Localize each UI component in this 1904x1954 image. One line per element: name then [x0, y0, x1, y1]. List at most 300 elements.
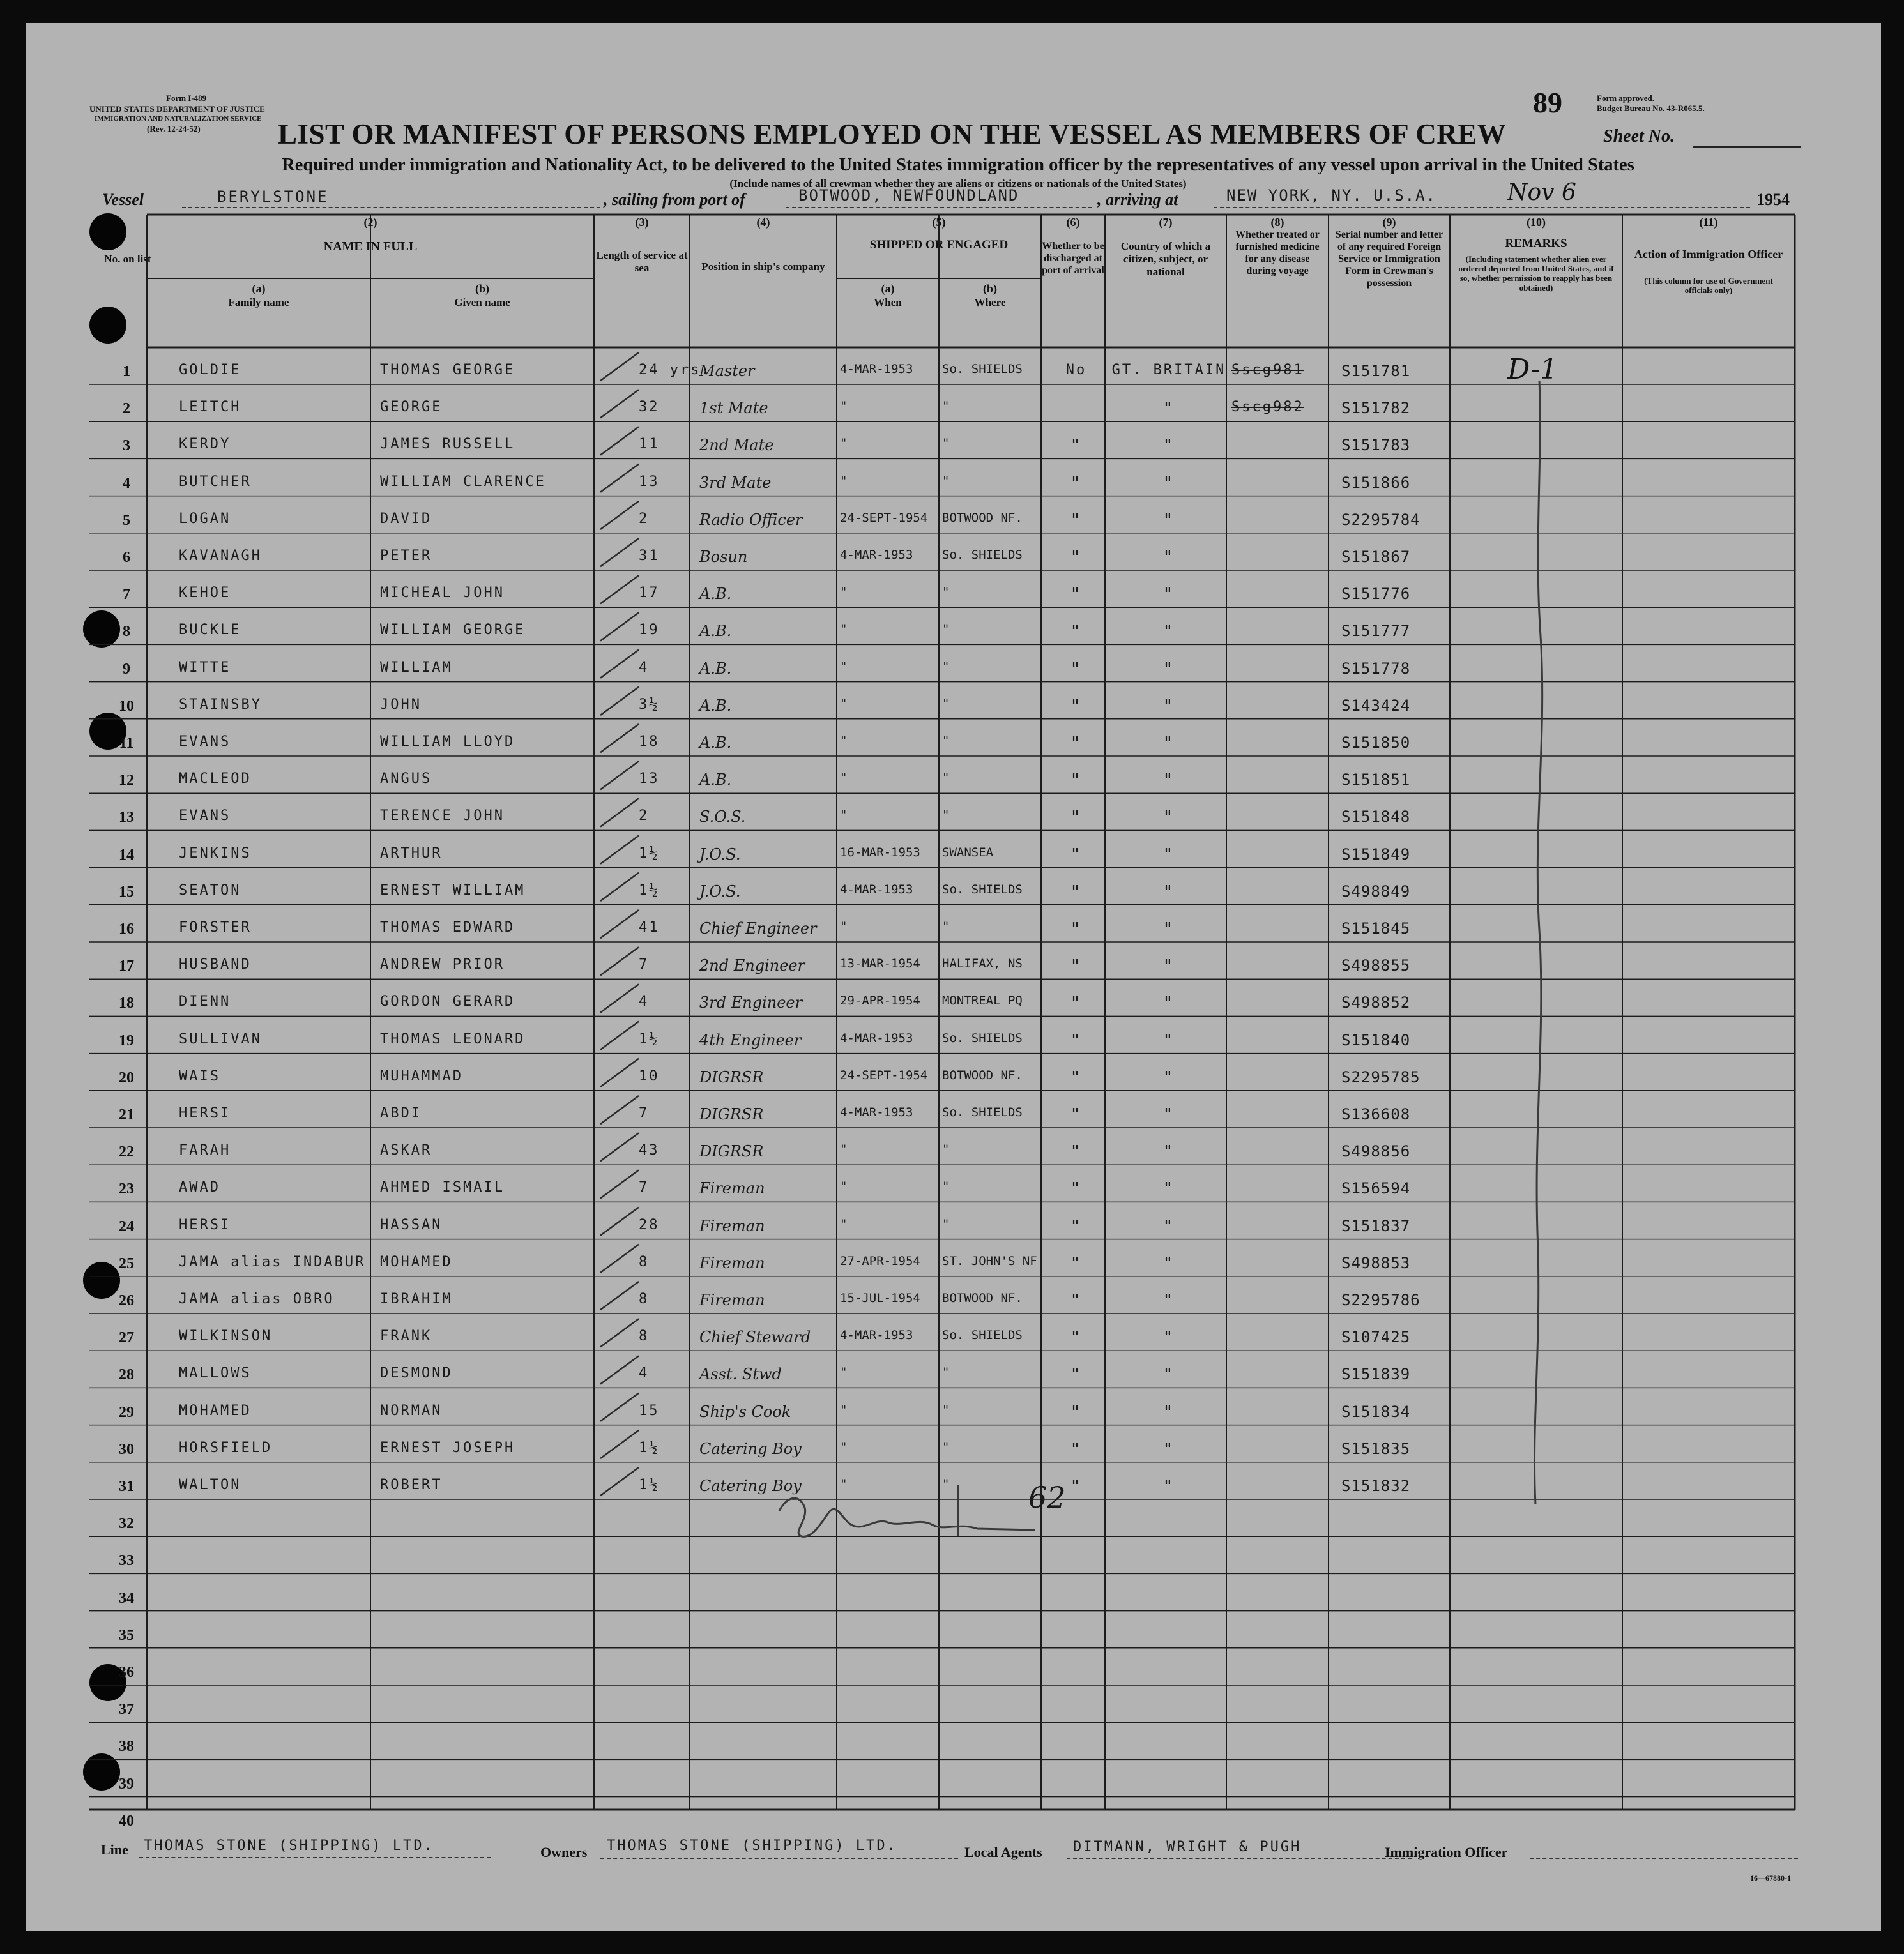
cell-family: KEHOE — [179, 585, 231, 602]
cell-discharged: " — [1070, 920, 1083, 939]
row-number: 35 — [119, 1626, 134, 1644]
row-number: 9 — [123, 660, 130, 678]
manifest-title: LIST OR MANIFEST OF PERSONS EMPLOYED ON THE VESSEL AS MEMBERS OF CREW — [278, 118, 1507, 150]
cell-when: 24-SEPT-1954 — [840, 1068, 928, 1082]
cell-when: " — [840, 659, 848, 674]
cell-service: 2 — [639, 510, 650, 527]
cell-where: So. SHIELDS — [942, 1105, 1023, 1119]
cell-where: So. SHIELDS — [942, 1328, 1023, 1343]
cell-when: " — [840, 734, 848, 748]
col5b-num: (b) — [983, 282, 997, 295]
manifest-subtitle: Required under immigration and Nationality Act, to be delivered to the United States immigration officer by the representatives of any vessel upon arrival in the United States — [282, 155, 1634, 175]
cell-when: " — [840, 622, 848, 637]
table-row — [26, 1021, 1881, 1058]
row-number: 5 — [123, 511, 130, 529]
cell-serial: S151837 — [1341, 1216, 1411, 1235]
cell-family: SEATON — [179, 882, 241, 898]
cell-where: " — [942, 1216, 950, 1231]
cell-service: 31 — [639, 548, 660, 564]
cell-country: " — [1162, 882, 1175, 902]
cell-when: " — [840, 1439, 848, 1454]
row-number: 14 — [119, 846, 134, 863]
cell-serial: S151834 — [1341, 1402, 1411, 1421]
cell-discharged: " — [1070, 510, 1083, 530]
cell-position: 1st Mate — [699, 399, 768, 418]
cell-when: " — [840, 1477, 848, 1491]
row-number: 26 — [119, 1292, 134, 1309]
cell-when: 27-APR-1954 — [840, 1253, 920, 1268]
cell-family: HORSFIELD — [179, 1439, 273, 1456]
cell-where: " — [942, 399, 950, 414]
row-number: 8 — [123, 623, 130, 640]
cell-discharged: " — [1070, 1068, 1083, 1087]
cell-country: " — [1162, 1068, 1175, 1087]
cell-given: THOMAS EDWARD — [380, 920, 515, 935]
col11-header: Action of Immigration Officer — [1634, 248, 1783, 261]
row-number: 38 — [119, 1738, 134, 1755]
cell-family: MALLOWS — [179, 1365, 252, 1382]
row-number: 36 — [119, 1664, 134, 1681]
col5b-header: Where — [974, 296, 1006, 308]
cell-serial: S151832 — [1341, 1477, 1411, 1495]
cell-position: Asst. Stwd — [699, 1365, 782, 1384]
cell-where: " — [942, 1402, 950, 1417]
cell-country: " — [1162, 473, 1175, 493]
cell-given: AHMED ISMAIL — [380, 1179, 505, 1196]
cell-country: " — [1162, 1477, 1175, 1496]
cell-discharged: " — [1070, 882, 1083, 902]
row-number: 28 — [119, 1367, 134, 1384]
cell-serial: S136608 — [1341, 1105, 1411, 1123]
col3-header: Length of service at sea — [596, 249, 688, 274]
row-number: 18 — [119, 995, 134, 1012]
owners-rule — [600, 1858, 958, 1859]
table-row — [26, 1169, 1881, 1206]
cell-where: SWANSEA — [942, 845, 994, 860]
cell-serial: S498852 — [1341, 994, 1411, 1012]
row-number: 20 — [119, 1069, 134, 1086]
cell-given: PETER — [380, 548, 432, 564]
cell-where: " — [942, 1365, 950, 1380]
cell-family: FARAH — [179, 1142, 231, 1159]
cell-service: 1½ — [639, 845, 660, 861]
cell-serial: S151783 — [1341, 436, 1411, 455]
cell-family: KAVANAGH — [179, 548, 262, 564]
cell-when: 24-SEPT-1954 — [840, 510, 928, 525]
cell-where: HALIFAX, NS — [942, 957, 1023, 971]
table-row — [26, 1095, 1881, 1132]
cell-country: " — [1162, 1179, 1175, 1199]
cell-where: ST. JOHN'S NF — [942, 1253, 1037, 1268]
cell-service: 3½ — [639, 696, 660, 713]
cell-given: WILLIAM LLOYD — [380, 734, 515, 750]
row-number: 3 — [123, 437, 130, 455]
line-rule — [139, 1857, 491, 1858]
cell-family: AWAD — [179, 1179, 220, 1196]
cell-country: " — [1162, 1216, 1175, 1236]
cell-family: HERSI — [179, 1216, 231, 1233]
cell-family: JAMA alias INDABUR — [179, 1253, 366, 1270]
cell-serial: S107425 — [1341, 1328, 1411, 1347]
cell-family: KERDY — [179, 436, 231, 453]
row-number: 31 — [119, 1478, 134, 1495]
row-number: 10 — [119, 697, 134, 715]
cell-position: Fireman — [699, 1253, 765, 1272]
cell-discharged: " — [1070, 585, 1083, 605]
line-value: THOMAS STONE (SHIPPING) LTD. — [144, 1838, 434, 1854]
cell-serial: S151776 — [1341, 585, 1411, 603]
cell-given: WILLIAM GEORGE — [380, 622, 526, 639]
cell-where: " — [942, 585, 950, 600]
col11-subheader: (This column for use of Government officials only) — [1644, 276, 1773, 295]
stamped-number: 89 — [1533, 86, 1562, 119]
cell-country: " — [1162, 1402, 1175, 1422]
col2-header: NAME IN FULL — [323, 239, 418, 254]
row-number: 29 — [119, 1404, 134, 1421]
cell-country: " — [1162, 436, 1175, 456]
cell-position: Fireman — [699, 1216, 765, 1235]
cell-service: 28 — [639, 1216, 660, 1233]
cell-serial: S151849 — [1341, 845, 1411, 863]
col10-num: (10) — [1527, 216, 1546, 229]
table-row — [26, 761, 1881, 798]
cell-serial: S151867 — [1341, 548, 1411, 566]
row-number: 27 — [119, 1329, 134, 1347]
row-number: 1 — [123, 363, 130, 380]
table-row — [26, 686, 1881, 723]
cell-position: Fireman — [699, 1291, 765, 1309]
cell-given: ANDREW PRIOR — [380, 957, 505, 973]
table-row — [26, 1579, 1881, 1616]
cell-family: GOLDIE — [179, 362, 241, 378]
table-row — [26, 426, 1881, 463]
cell-service: 32 — [639, 399, 660, 416]
table-row — [26, 1616, 1881, 1653]
cell-discharged: " — [1070, 659, 1083, 679]
cell-when: " — [840, 808, 848, 822]
cell-discharged: " — [1070, 808, 1083, 828]
row-number: 17 — [119, 958, 134, 975]
vessel-name: BERYLSTONE — [217, 188, 329, 206]
cell-position: Catering Boy — [699, 1439, 802, 1458]
cell-when: " — [840, 771, 848, 785]
cell-when: " — [840, 696, 848, 711]
cell-position: Radio Officer — [699, 510, 803, 529]
cell-serial: S151840 — [1341, 1031, 1411, 1049]
table-row — [26, 946, 1881, 983]
cell-given: HASSAN — [380, 1216, 443, 1233]
cell-service: 7 — [639, 1105, 650, 1121]
cell-service: 43 — [639, 1142, 660, 1159]
cell-given: GEORGE — [380, 399, 443, 416]
cell-country: " — [1162, 734, 1175, 753]
cell-where: " — [942, 808, 950, 822]
officer-label: Immigration Officer — [1385, 1844, 1508, 1860]
cell-position: A.B. — [699, 771, 732, 789]
cell-country: " — [1162, 1439, 1175, 1459]
cell-when: " — [840, 399, 848, 414]
table-row — [26, 1764, 1881, 1801]
arrival-year: 1954 — [1756, 190, 1790, 209]
col8-num: (8) — [1270, 216, 1284, 229]
cell-country: " — [1162, 771, 1175, 791]
cell-position: Catering Boy — [699, 1477, 802, 1495]
cell-country: " — [1162, 845, 1175, 865]
cell-when: " — [840, 436, 848, 451]
row-number: 15 — [119, 883, 134, 900]
row-number: 2 — [123, 400, 130, 418]
cell-given: ANGUS — [380, 771, 432, 787]
cell-service: 17 — [639, 585, 660, 602]
cell-service: 13 — [639, 771, 660, 787]
cell-where: BOTWOOD NF. — [942, 510, 1023, 525]
cell-where: " — [942, 920, 950, 934]
cell-position: J.O.S. — [699, 882, 741, 900]
row-number: 21 — [119, 1107, 134, 1123]
cell-service: 8 — [639, 1328, 650, 1345]
col4-header: Position in ship's company — [701, 261, 825, 273]
cell-discharged: " — [1070, 1402, 1083, 1422]
row-number: 7 — [123, 586, 130, 603]
cell-service: 8 — [639, 1253, 650, 1270]
cell-when: 4-MAR-1953 — [840, 548, 913, 562]
cell-serial: S151839 — [1341, 1365, 1411, 1384]
table-row — [26, 1318, 1881, 1355]
cell-discharged: No — [1065, 362, 1087, 378]
cell-position: Chief Engineer — [699, 920, 817, 937]
cell-where: " — [942, 734, 950, 748]
cell-serial: S2295786 — [1341, 1291, 1420, 1309]
line-label: Line — [101, 1842, 128, 1858]
cell-where: " — [942, 436, 950, 451]
cell-where: So. SHIELDS — [942, 882, 1023, 897]
cell-discharged: " — [1070, 1253, 1083, 1273]
cell-when: " — [840, 473, 848, 488]
row-number: 11 — [119, 735, 134, 752]
cell-given: ERNEST WILLIAM — [380, 882, 526, 898]
cell-given: DAVID — [380, 510, 432, 527]
cell-serial: S151781 — [1341, 362, 1411, 380]
cell-position: A.B. — [699, 585, 732, 603]
table-row — [26, 723, 1881, 761]
col6-header: Whether to be discharged at port of arrival — [1042, 241, 1104, 276]
cell-family: MOHAMED — [179, 1402, 252, 1419]
cell-when: " — [840, 1216, 848, 1231]
row-number: 39 — [119, 1775, 134, 1792]
cell-when: 4-MAR-1953 — [840, 1031, 913, 1045]
cell-service: 11 — [639, 436, 660, 453]
cell-given: MUHAMMAD — [380, 1068, 463, 1084]
owners-value: THOMAS STONE (SHIPPING) LTD. — [607, 1838, 897, 1854]
cell-position: S.O.S. — [699, 808, 746, 826]
col8-header: Whether treated or furnished medicine for any disease during voyage — [1235, 229, 1320, 276]
table-row — [26, 1355, 1881, 1392]
form-revision: (Rev. 12-24-52) — [147, 124, 201, 133]
cell-given: GORDON GERARD — [380, 994, 515, 1010]
cell-serial: S498855 — [1341, 957, 1411, 975]
row-number: 22 — [119, 1144, 134, 1161]
col9-num: (9) — [1382, 216, 1396, 229]
row-number: 6 — [123, 549, 130, 566]
cell-discharged: " — [1070, 548, 1083, 567]
cell-discharged: " — [1070, 845, 1083, 865]
cell-given: JAMES RUSSELL — [380, 436, 515, 453]
cell-service: 1½ — [639, 1439, 660, 1456]
col2b-header: Given name — [454, 296, 510, 308]
cell-discharged: " — [1070, 436, 1083, 456]
cell-position: A.B. — [699, 659, 732, 678]
row-number: 40 — [119, 1812, 134, 1829]
col3-num: (3) — [635, 216, 649, 229]
cell-when: " — [840, 585, 848, 600]
cell-when: " — [840, 1365, 848, 1380]
cell-serial: S151835 — [1341, 1439, 1411, 1458]
table-row — [26, 649, 1881, 686]
col2b-num: (b) — [475, 282, 489, 295]
cell-position: A.B. — [699, 622, 732, 640]
table-row — [26, 389, 1881, 426]
cell-where: " — [942, 696, 950, 711]
table-row — [26, 1393, 1881, 1430]
row-number: 32 — [119, 1515, 134, 1533]
remarks-ditto-line — [1495, 381, 1571, 1530]
cell-where: MONTREAL PQ — [942, 994, 1023, 1008]
table-row — [26, 1281, 1881, 1318]
table-row — [26, 872, 1881, 909]
row-number: 4 — [123, 474, 130, 492]
cell-discharged: " — [1070, 1105, 1083, 1125]
cell-position: Master — [699, 362, 755, 380]
cell-given: IBRAHIM — [380, 1291, 453, 1307]
cell-service: 2 — [639, 808, 650, 824]
table-row — [26, 612, 1881, 649]
table-row — [26, 798, 1881, 835]
cell-where: " — [942, 771, 950, 785]
cell-when: 13-MAR-1954 — [840, 957, 920, 971]
agents-rule — [1067, 1858, 1412, 1859]
col9-header: Serial number and letter of any required Foreign Service or Immigration Form in Crewman's possession — [1335, 229, 1443, 289]
table-row — [26, 1801, 1881, 1838]
row-number: 16 — [119, 921, 134, 937]
cell-country: " — [1162, 994, 1175, 1013]
cell-serial: S2295785 — [1341, 1068, 1420, 1086]
cell-country: GT. BRITAIN — [1111, 362, 1226, 378]
col11-num: (11) — [1699, 216, 1718, 229]
table-row — [26, 575, 1881, 612]
vessel-label: Vessel — [102, 190, 144, 209]
cell-serial: S156594 — [1341, 1179, 1411, 1198]
officer-rule — [1530, 1858, 1798, 1859]
cell-service: 4 — [639, 1365, 650, 1382]
col5-header: SHIPPED OR ENGAGED — [869, 238, 1009, 252]
cell-discharged: " — [1070, 1328, 1083, 1348]
cell-discharged: " — [1070, 1179, 1083, 1199]
cell-when: 4-MAR-1953 — [840, 882, 913, 897]
cell-service: 4 — [639, 659, 650, 676]
row-number: 24 — [119, 1218, 134, 1235]
cell-where: BOTWOOD NF. — [942, 1068, 1023, 1082]
service-name: IMMIGRATION AND NATURALIZATION SERVICE — [95, 115, 262, 123]
cell-family: SULLIVAN — [179, 1031, 262, 1047]
print-code: 16—67880-1 — [1750, 1874, 1791, 1882]
cell-service: 41 — [639, 920, 660, 935]
cell-position: Ship's Cook — [699, 1402, 791, 1421]
cell-serial: S151778 — [1341, 659, 1411, 678]
cell-given: NORMAN — [380, 1402, 443, 1419]
row-number: 37 — [119, 1701, 134, 1718]
cell-position: Chief Steward — [699, 1328, 811, 1347]
cell-when: 4-MAR-1953 — [840, 1105, 913, 1119]
cell-service: 24 yrs. — [639, 362, 712, 378]
cell-where: " — [942, 1477, 950, 1491]
cell-where: " — [942, 473, 950, 488]
cell-country: " — [1162, 548, 1175, 567]
cell-position: Fireman — [699, 1179, 765, 1198]
sailing-port: BOTWOOD, NEWFOUNDLAND — [798, 186, 1019, 204]
cell-when: 16-MAR-1953 — [840, 845, 920, 860]
cell-country: " — [1162, 1291, 1175, 1310]
cell-position: 4th Engineer — [699, 1031, 802, 1049]
cell-when: 4-MAR-1953 — [840, 362, 913, 376]
col2a-header: Family name — [228, 296, 289, 308]
cell-family: MACLEOD — [179, 771, 252, 787]
cell-service: 15 — [639, 1402, 660, 1419]
table-row — [26, 538, 1881, 575]
cell-family: FORSTER — [179, 920, 252, 935]
cell-when: " — [840, 1179, 848, 1194]
cell-country: " — [1162, 696, 1175, 716]
cell-given: TERENCE JOHN — [380, 808, 505, 824]
cell-position: J.O.S. — [699, 845, 741, 863]
cell-discharged: " — [1070, 994, 1083, 1013]
cell-service: 1½ — [639, 1477, 660, 1493]
cell-country: " — [1162, 1142, 1175, 1162]
cell-when: 4-MAR-1953 — [840, 1328, 913, 1343]
cell-discharged: " — [1070, 1142, 1083, 1162]
table-row — [26, 1207, 1881, 1244]
col10-header: REMARKS — [1505, 237, 1567, 250]
cell-family: JAMA alias OBRO — [179, 1291, 335, 1307]
col7-header: Country of which a citizen, subject, or national — [1120, 240, 1211, 278]
cell-where: " — [942, 1179, 950, 1194]
cell-country: " — [1162, 1365, 1175, 1385]
cell-given: ABDI — [380, 1105, 422, 1121]
cell-serial: S151845 — [1341, 920, 1411, 937]
cell-given: ARTHUR — [380, 845, 443, 861]
cell-country: " — [1162, 622, 1175, 642]
cell-position: 3rd Mate — [699, 473, 772, 492]
cell-discharged: " — [1070, 1439, 1083, 1459]
cell-given: THOMAS GEORGE — [380, 362, 515, 378]
row-number: 33 — [119, 1552, 134, 1570]
table-row — [26, 909, 1881, 946]
table-row — [26, 1244, 1881, 1281]
signature-mark: 62 — [1028, 1480, 1066, 1515]
sheet-number-label: Sheet No. — [1603, 126, 1675, 146]
cell-when: " — [840, 1402, 848, 1417]
cell-family: JENKINS — [179, 845, 252, 861]
cell-position: 2nd Engineer — [699, 957, 805, 975]
cell-country: " — [1162, 1105, 1175, 1125]
cell-country: " — [1162, 1328, 1175, 1348]
cell-service: 4 — [639, 994, 650, 1010]
cell-where: So. SHIELDS — [942, 362, 1023, 376]
cell-where: So. SHIELDS — [942, 548, 1023, 562]
table-row — [26, 1690, 1881, 1727]
cell-given: FRANK — [380, 1328, 432, 1345]
row-number: 34 — [119, 1589, 134, 1607]
col4-num: (4) — [756, 216, 770, 229]
